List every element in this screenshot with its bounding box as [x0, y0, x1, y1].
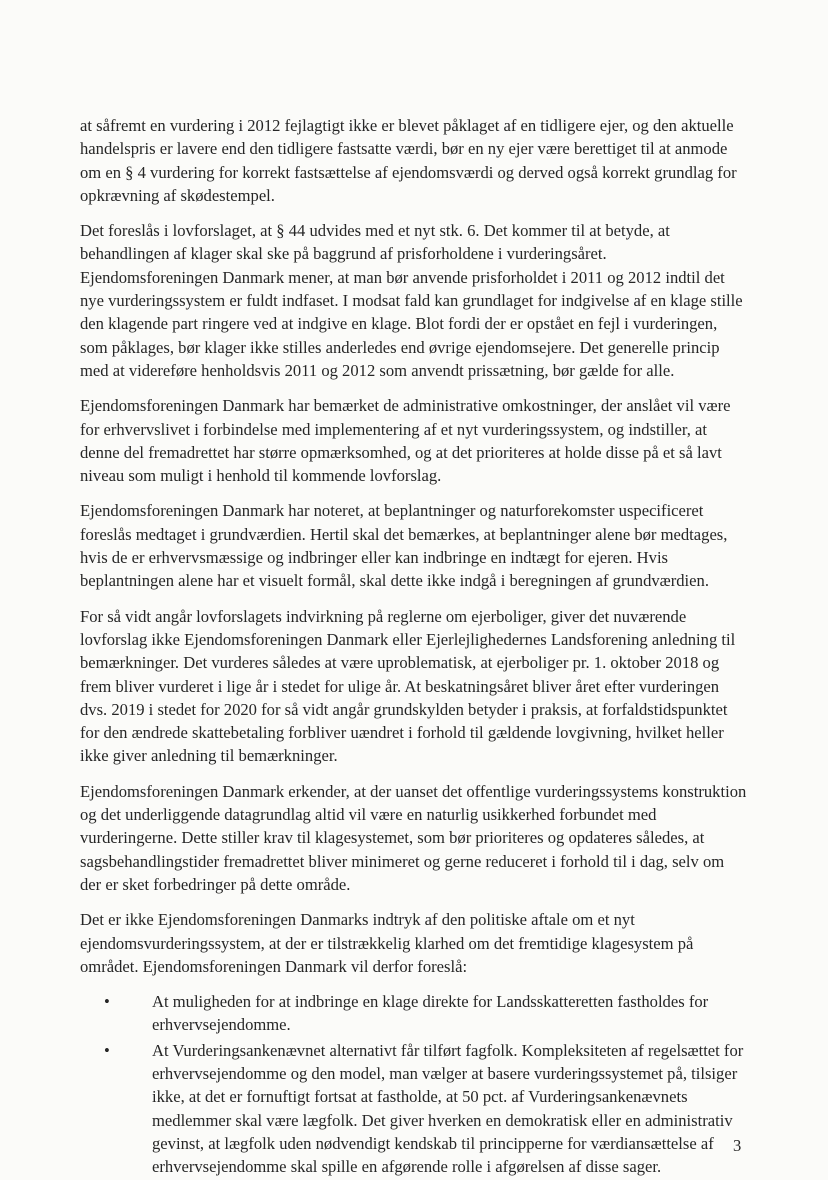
paragraph-4: Ejendomsforeningen Danmark har noteret, at beplantninger og naturforekomster uspecificeret foreslås medtaget i grundværdien. Hertil skal det bemærkes, at beplantninger alene bør medtages, hvis de er erhvervsmæssige og indbringer eller kan indbringe en indtægt for ejeren. Hvis beplantningen alene har et visuelt formål, skal dette ikke indgå i beregningen af grundværdien. [80, 501, 728, 591]
list-item [80, 990, 748, 1037]
page-number: 3 [733, 1136, 742, 1155]
document-body [80, 114, 748, 1180]
proposal-list [80, 990, 748, 1178]
paragraph-2: Det foreslås i lovforslaget, at § 44 udvides med et nyt stk. 6. Det kommer til at betyde, at behandlingen af klager skal ske på baggrund af prisforholdene i vurderingsåret. Ejendomsforeningen Danmark mener, at man bør anvende prisforholdet i 2011 og 2012 indtil det nye vurderingssystem er fuldt indfaset. I modsat fald kan grundlaget for indgivelse af en klage stille den klagende part ringere ved at indgive en klage. Blot fordi der er opstået en fejl i vurderingen, som påklages, bør klager ikke stilles anderledes end øvrige ejendomsejere. Det generelle princip med at videreføre henholdsvis 2011 og 2012 som anvendt prissætning, bør gælde for alle. [80, 221, 743, 380]
bullet-icon: • [104, 992, 110, 1012]
bullet-icon: • [104, 1040, 110, 1060]
paragraph-1: at såfremt en vurdering i 2012 fejlagtigt ikke er blevet påklaget af en tidligere ejer, og den aktuelle handelspris er lavere end den tidligere fastsatte værdi, bør en ny ejer være berettiget til at anmode om en § 4 vurdering for korrekt fastsættelse af ejendomsværdi og derved også korrekt grundlag for opkrævning af skødestempel. [80, 116, 737, 205]
list-item [80, 1039, 748, 1179]
list-item-text: At Vurderingsankenævnet alternativt får tilført fagfolk. Kompleksiteten af regelsættet for erhvervsejendomme og den model, man vælger at basere vurderingssystemet på, tilsiger ikke, at det er fornuftigt fortsat at fastholde, at 50 pct. af Vurderingsankenævnets medlemmer skal være lægfolk. Det giver hverken en demokratisk eller en administrativ gevinst, at lægfolk uden nødvendigt kendskab til principperne for værdiansættelse af erhvervsejendomme skal spille en afgørende rolle i afgørelsen af disse sager. [152, 1040, 744, 1177]
paragraph-5: For så vidt angår lovforslagets indvirkning på reglerne om ejerboliger, giver det nuværende lovforslag ikke Ejendomsforeningen Danmark eller Ejerlejlighedernes Landsforening anledning til bemærkninger. Det vurderes således at være uproblematisk, at ejerboliger pr. 1. oktober 2018 og frem bliver vurderet i lige år i stedet for ulige år. At beskatningsåret bliver året efter vurderingen dvs. 2019 i stedet for 2020 for så vidt angår grundskylden betyder i praksis, at forfaldstidspunktet for den ændrede skattebetaling forbliver uændret i forhold til gældende lovgivning, hvilket heller ikke giver anledning til bemærkninger. [80, 606, 736, 766]
paragraph-7: Det er ikke Ejendomsforeningen Danmarks indtryk af den politiske aftale om et nyt ejendomsvurderingssystem, at der er tilstrækkelig klarhed om det fremtidige klagesystem på området. Ejendomsforeningen Danmark vil derfor foreslå: [80, 910, 694, 976]
paragraph-6: Ejendomsforeningen Danmark erkender, at der uanset det offentlige vurderingssystems konstruktion og det underliggende datagrundlag altid vil være en naturlig usikkerhed forbundet med vurderingerne. Dette stiller krav til klagesystemet, som bør prioriteres og opdateres således, at sagsbehandlingstider fremadrettet bliver minimeret og gerne reduceret i forhold til i dag, selv om der er sket forbedringer på dette område. [80, 781, 747, 894]
list-item-text: At muligheden for at indbringe en klage direkte for Landsskatteretten fastholdes for erhvervsejendomme. [152, 992, 709, 1035]
paragraph-3: Ejendomsforeningen Danmark har bemærket de administrative omkostninger, der anslået vil være for erhvervslivet i forbindelse med implementering af et nyt vurderingssystem, og indstiller, at denne del fremadrettet har større opmærksomhed, og at det prioriteres at holde disse på et så lavt niveau som muligt i henhold til kommende lovforslag. [80, 396, 731, 486]
